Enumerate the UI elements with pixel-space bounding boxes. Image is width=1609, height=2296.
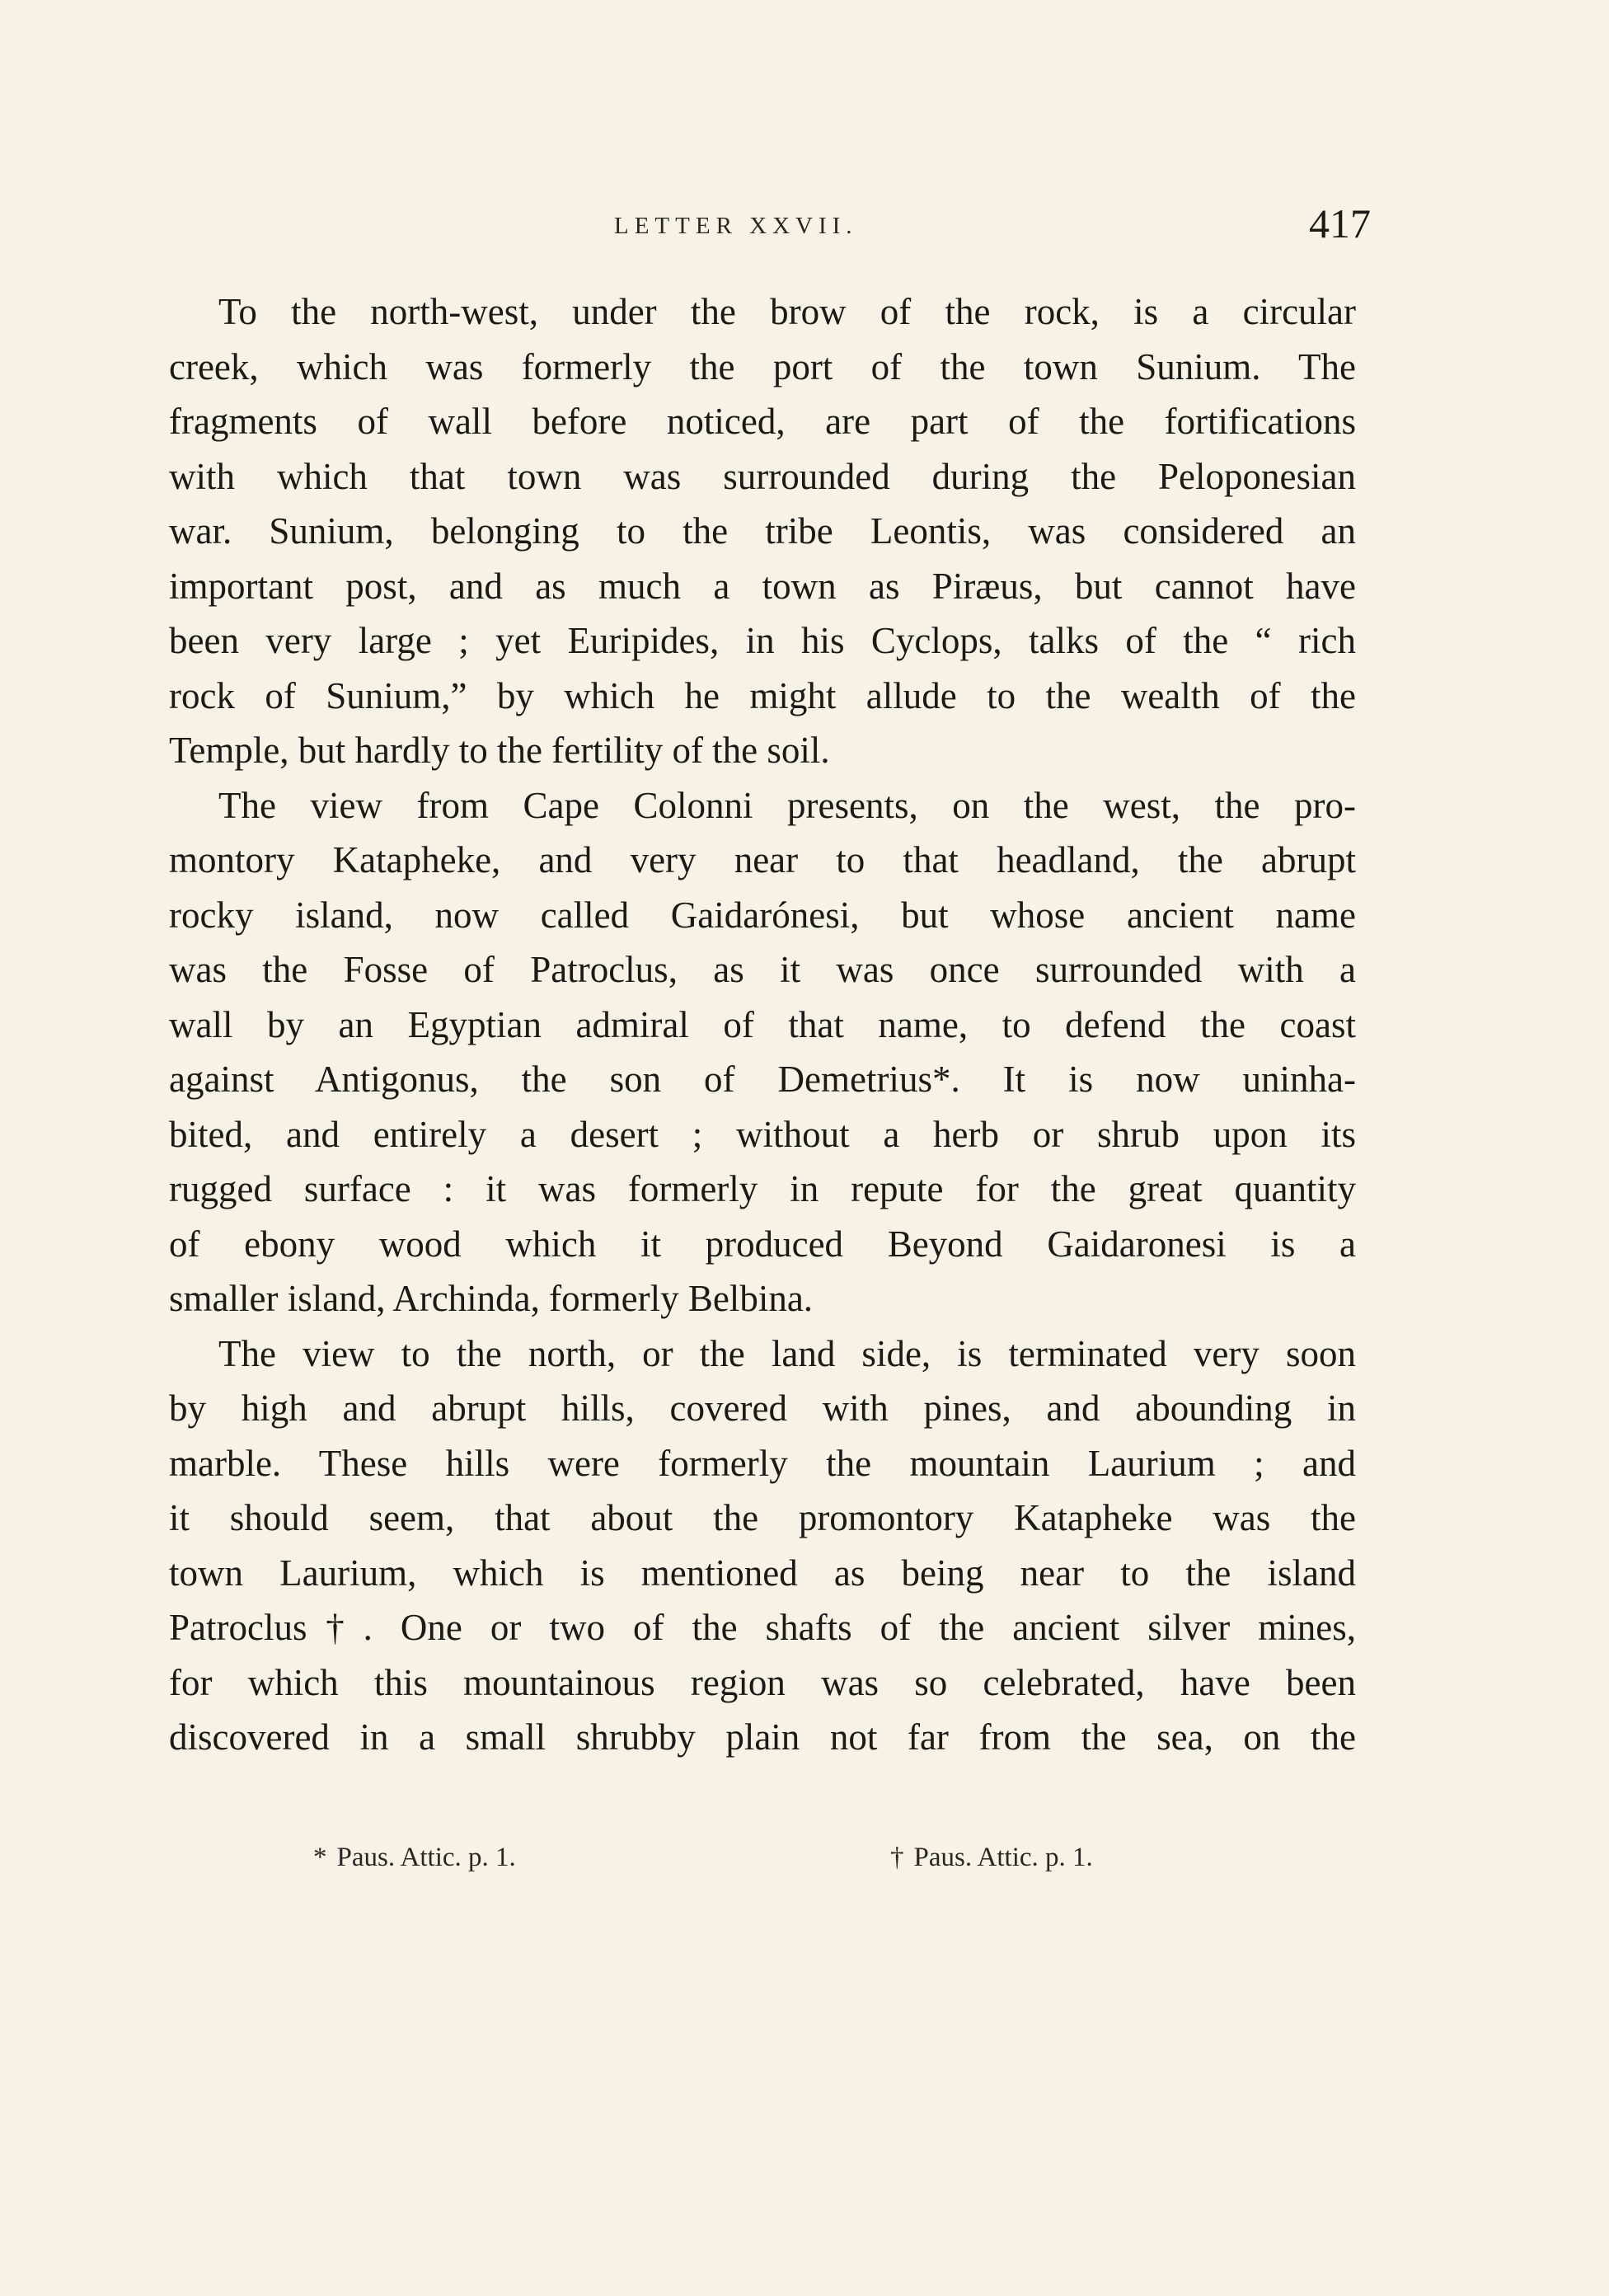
text-line: town Laurium, which is mentioned as being near to the island [169,1552,1356,1594]
footnote [890,1843,1093,1873]
body-text [169,284,1356,1765]
text-line: of ebony wood which it produced Beyond Gaidaronesi is a [169,1223,1356,1265]
text-line: creek, which was formerly the port of the town Sunium. The [169,345,1356,387]
text-line: rugged surface : it was formerly in repute for the great quantity [169,1168,1356,1209]
text-line: To the north-west, under the brow of the rock, is a circular [218,291,1356,332]
paragraph-2 [169,778,1356,1326]
text-line: smaller island, Archinda, formerly Belbina. [169,1278,814,1319]
text-line: war. Sunium, belonging to the tribe Leontis, was considered an [169,510,1356,552]
page-header [169,198,1371,264]
paragraph-1 [169,284,1356,778]
text-line: rocky island, now called Gaidarónesi, but whose ancient name [169,894,1356,936]
footnotes [313,1843,1261,1892]
running-head: LETTER XXVII. [614,213,858,239]
text-line: by high and abrupt hills, covered with pines, and abounding in [169,1387,1356,1429]
text-line: wall by an Egyptian admiral of that name, to defend the coast [169,1003,1356,1045]
text-line: fragments of wall before noticed, are part of the fortifications [169,401,1356,442]
text-line: The view to the north, or the land side, is terminated very soon [218,1332,1356,1374]
text-line: against Antigonus, the son of Demetrius*. It is now uninha- [169,1059,1356,1100]
footnote-mark: † [890,1843,904,1872]
footnote-mark: * [313,1843,327,1872]
text-line: for which this mountainous region was so celebrated, have been [169,1661,1356,1703]
paragraph-3 [169,1326,1356,1765]
text-line: discovered in a small shrubby plain not far from the sea, on the [169,1716,1356,1758]
text-line: bited, and entirely a desert ; without a herb or shrub upon its [169,1113,1356,1155]
text-line: Patroclus†. One or two of the shafts of the ancient silver mines, [169,1607,1356,1648]
text-line: important post, and as much a town as Piræus, but cannot have [169,565,1356,607]
text-line: Temple, but hardly to the fertility of the soil. [169,730,830,771]
text-line: with which that town was surrounded during the Peloponesian [169,455,1356,497]
text-line: was the Fosse of Patroclus, as it was once surrounded with a [169,949,1356,990]
footnote-text: Paus. Attic. p. 1. [913,1843,1093,1872]
text-line: it should seem, that about the promontory Katapheke was the [169,1497,1356,1538]
text-line: been very large ; yet Euripides, in his Cyclops, talks of the “ rich [169,620,1356,661]
footnote [313,1843,516,1873]
text-line: The view from Cape Colonni presents, on the west, the pro- [218,784,1356,826]
footnote-text: Paus. Attic. p. 1. [336,1843,516,1872]
text-line: marble. These hills were formerly the mountain Laurium ; and [169,1442,1356,1484]
page-number: 417 [1309,200,1371,247]
text-line: rock of Sunium,” by which he might allude to the wealth of the [169,674,1356,716]
text-line: montory Katapheke, and very near to that headland, the abrupt [169,839,1356,880]
